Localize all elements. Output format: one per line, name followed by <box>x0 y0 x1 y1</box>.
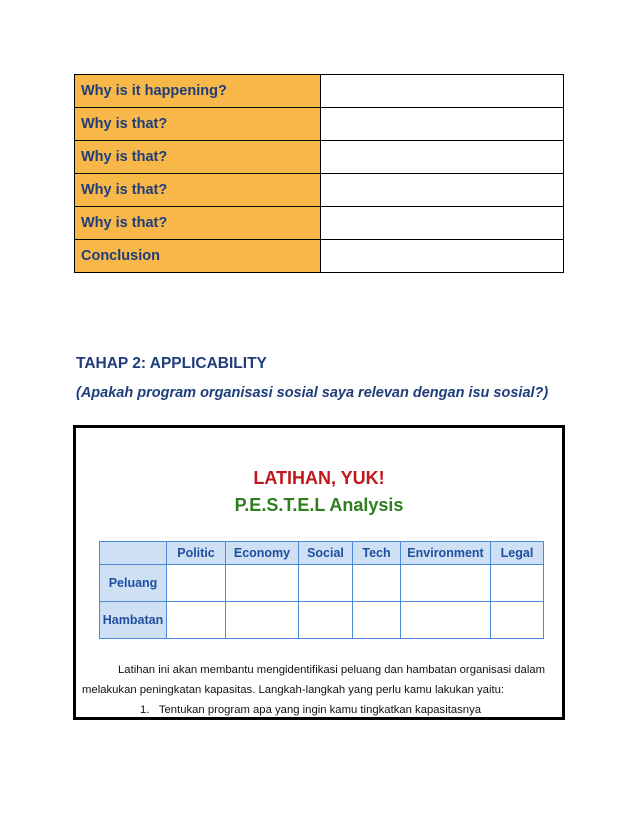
answer-cell[interactable] <box>321 174 564 207</box>
why-question: Why is that? <box>75 108 321 141</box>
why-question: Why is that? <box>75 141 321 174</box>
why-question: Why is that? <box>75 174 321 207</box>
exercise-title: LATIHAN, YUK! <box>253 468 385 488</box>
table-cell[interactable] <box>401 565 491 602</box>
corner-cell <box>100 542 167 565</box>
why-analysis-table <box>74 74 564 273</box>
paragraph-line: melakukan peningkatan kapasitas. Langkah-langkah yang perlu kamu lakukan yaitu: <box>82 684 505 696</box>
list-item: 1. Tentukan program apa yang ingin kamu tingkatkan kapasitasnya <box>140 704 481 716</box>
column-header: Politic <box>167 542 226 565</box>
table-row <box>75 108 564 141</box>
table-cell[interactable] <box>167 602 226 639</box>
table-row <box>75 240 564 273</box>
paragraph-line: Latihan ini akan membantu mengidentifikasi peluang dan hambatan organisasi dalam <box>118 664 546 676</box>
column-header: Tech <box>353 542 401 565</box>
table-row <box>100 565 544 602</box>
why-question: Why is that? <box>75 207 321 240</box>
stage-subtitle: (Apakah program organisasi sosial saya relevan dengan isu sosial?) <box>76 385 549 401</box>
answer-cell[interactable] <box>321 108 564 141</box>
table-row <box>75 75 564 108</box>
table-header-row <box>100 542 544 565</box>
table-cell[interactable] <box>226 565 299 602</box>
table-cell[interactable] <box>226 602 299 639</box>
column-header: Environment <box>401 542 491 565</box>
answer-cell[interactable] <box>321 240 564 273</box>
column-header: Social <box>299 542 353 565</box>
column-header: Economy <box>226 542 299 565</box>
why-question: Why is it happening? <box>75 75 321 108</box>
table-cell[interactable] <box>353 602 401 639</box>
table-cell[interactable] <box>491 565 544 602</box>
table-cell[interactable] <box>167 565 226 602</box>
stage-title: TAHAP 2: APPLICABILITY <box>76 355 267 372</box>
column-header: Legal <box>491 542 544 565</box>
table-cell[interactable] <box>299 602 353 639</box>
exercise-box <box>73 425 565 720</box>
conclusion-label: Conclusion <box>75 240 321 273</box>
table-row <box>75 207 564 240</box>
pestel-table <box>99 541 544 639</box>
answer-cell[interactable] <box>321 207 564 240</box>
table-row <box>100 602 544 639</box>
table-cell[interactable] <box>491 602 544 639</box>
table-cell[interactable] <box>353 565 401 602</box>
table-row <box>75 141 564 174</box>
table-row <box>75 174 564 207</box>
answer-cell[interactable] <box>321 75 564 108</box>
answer-cell[interactable] <box>321 141 564 174</box>
table-cell[interactable] <box>299 565 353 602</box>
row-label-peluang: Peluang <box>100 565 167 602</box>
row-label-hambatan: Hambatan <box>100 602 167 639</box>
exercise-subtitle: P.E.S.T.E.L Analysis <box>234 495 404 515</box>
instruction-text <box>82 660 558 720</box>
table-cell[interactable] <box>401 602 491 639</box>
